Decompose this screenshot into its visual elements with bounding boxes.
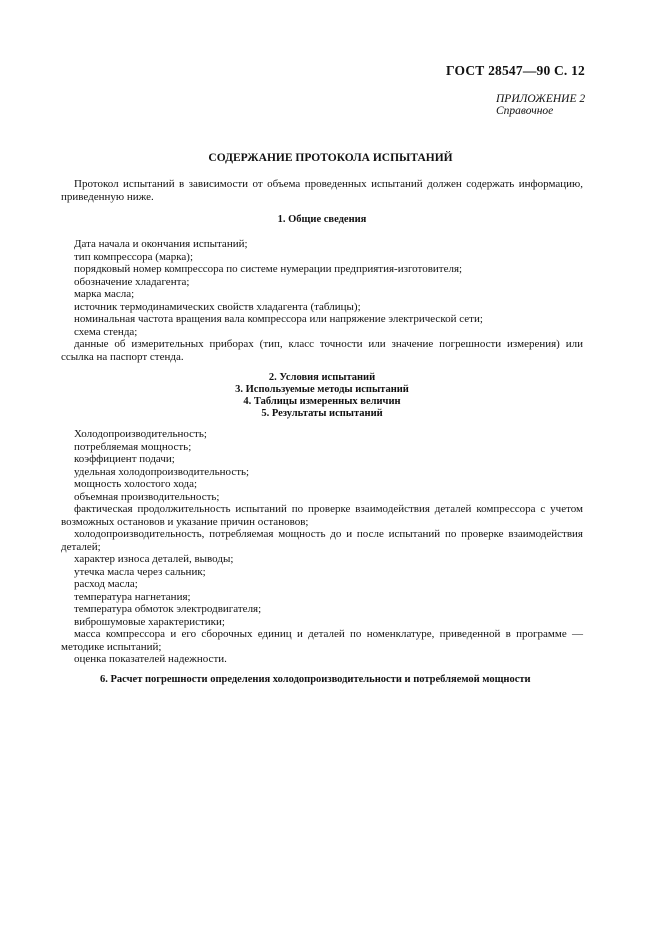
document-header: ГОСТ 28547—90 С. 12 xyxy=(446,63,585,78)
list-item: утечка масла через сальник; xyxy=(74,565,206,578)
list-item: Холодопроизводительность; xyxy=(74,428,207,440)
list-item: обозначение хладагента; xyxy=(74,275,190,288)
list-item: расход масла; xyxy=(74,578,138,590)
list-item: номинальная частота вращения вала компрессора или напряжение электрической сети; xyxy=(74,313,483,325)
list-item: данные об измерительных приборах (тип, класс точности или значение погрешности измерения) или ссылка на паспорт стенда. xyxy=(61,338,583,363)
list-item: холодопроизводительность, потребляемая мощность до и после испытаний по проверке взаимодействия деталей; xyxy=(61,528,583,553)
appendix-label xyxy=(496,93,585,117)
list-item: удельная холодопроизводительность; xyxy=(74,465,250,478)
section-3-heading: 3. Используемые методы испытаний xyxy=(235,384,409,395)
list-item: мощность холостого хода; xyxy=(74,478,198,490)
results-list xyxy=(61,428,583,666)
section-1-list xyxy=(61,238,583,363)
section-1-heading: 1. Общие сведения xyxy=(277,214,367,225)
list-item: объемная производительность; xyxy=(74,490,220,503)
list-item: Дата начала и окончания испытаний; xyxy=(74,238,248,250)
section-5-heading: 5. Результаты испытаний xyxy=(261,408,383,419)
list-item: потребляемая мощность; xyxy=(74,440,192,453)
list-item: схема стенда; xyxy=(74,325,138,338)
section-4-heading: 4. Таблицы измеренных величин xyxy=(243,396,401,407)
section-1 xyxy=(61,214,583,227)
list-item: масса компрессора и его сборочных единиц и деталей по номенклатуре, приведенной в программе — методике испытаний; xyxy=(61,628,583,653)
list-item: оценка показателей надежности. xyxy=(74,653,227,665)
list-item: характер износа деталей, выводы; xyxy=(74,553,234,565)
list-item: тип компрессора (марка); xyxy=(74,250,194,263)
list-item: температура нагнетания; xyxy=(74,590,191,603)
list-item: виброшумовые характеристики; xyxy=(74,615,225,628)
intro-paragraph: Протокол испытаний в зависимости от объема проведенных испытаний должен содержать информацию, приведенную ниже. xyxy=(61,178,583,203)
list-item: температура обмоток электродвигателя; xyxy=(74,603,262,615)
list-item: коэффициент подачи; xyxy=(74,453,175,465)
intro-block xyxy=(61,178,583,203)
appendix-subtitle: Справочное xyxy=(496,105,554,117)
list-item: фактическая продолжительность испытаний по проверке взаимодействия деталей компрессора с учетом возможных остановов и указание причин остановов; xyxy=(61,503,583,528)
list-item: порядковый номер компрессора по системе нумерации предприятия-изготовителя; xyxy=(74,263,463,275)
list-item: марка масла; xyxy=(74,288,135,300)
document-title: СОДЕРЖАНИЕ ПРОТОКОЛА ИСПЫТАНИЙ xyxy=(208,152,453,164)
section-2-heading: 2. Условия испытаний xyxy=(268,372,376,383)
list-item: источник термодинамических свойств хладагента (таблицы); xyxy=(74,300,361,313)
appendix-title: ПРИЛОЖЕНИЕ 2 xyxy=(496,93,586,105)
section-6-heading: 6. Расчет погрешности определения холодопроизводительности и потребляемой мощности xyxy=(100,674,531,685)
sections-2-5 xyxy=(61,372,583,420)
